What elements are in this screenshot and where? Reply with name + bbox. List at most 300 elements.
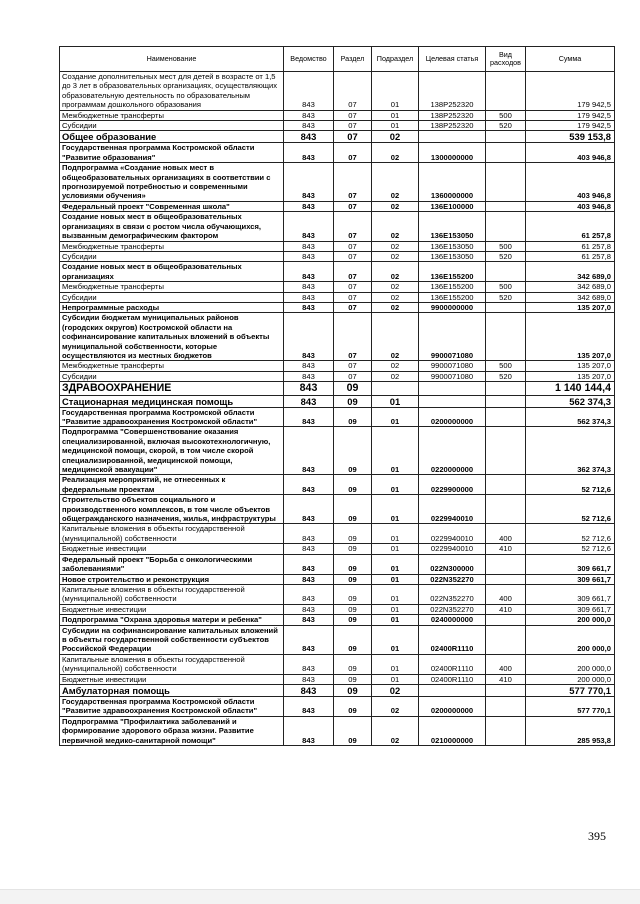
amount-cell: 52 712,6: [526, 495, 615, 524]
name-cell: Создание новых мест в общеобразовательных организациях: [60, 262, 284, 282]
target-article-cell: 02400R1110: [419, 674, 486, 684]
section-cell: 09: [334, 574, 372, 584]
expense-type-cell: [486, 554, 526, 574]
amount-cell: 200 000,0: [526, 654, 615, 674]
amount-cell: 52 712,6: [526, 544, 615, 554]
target-article-cell: 136E155200: [419, 262, 486, 282]
subsection-cell: 02: [372, 212, 419, 241]
header-name: Наименование: [60, 47, 284, 72]
section-cell: 07: [334, 72, 372, 111]
target-article-cell: 022N352270: [419, 604, 486, 614]
expense-type-cell: [486, 163, 526, 202]
section-cell: 09: [334, 475, 372, 495]
subsection-cell: 02: [372, 241, 419, 251]
table-row: [60, 604, 615, 614]
target-article-cell: 138P252320: [419, 72, 486, 111]
department-cell: 843: [284, 427, 334, 475]
section-cell: 07: [334, 262, 372, 282]
expense-type-cell: [486, 72, 526, 111]
target-article-cell: 136E153050: [419, 212, 486, 241]
name-cell: Межбюджетные трансферты: [60, 241, 284, 251]
amount-cell: 61 257,8: [526, 212, 615, 241]
table-row: [60, 163, 615, 202]
table-row: [60, 625, 615, 654]
subsection-cell: 01: [372, 674, 419, 684]
department-cell: 843: [284, 544, 334, 554]
expense-type-cell: [486, 201, 526, 211]
target-article-cell: 0229940010: [419, 495, 486, 524]
header-department: Ведомство: [284, 47, 334, 72]
table-row: [60, 674, 615, 684]
table-row: [60, 544, 615, 554]
target-article-cell: 136E155200: [419, 292, 486, 302]
amount-cell: 342 689,0: [526, 282, 615, 292]
name-cell: Государственная программа Костромской области "Развитие здравоохранения Костромской области": [60, 696, 284, 716]
subsection-cell: 02: [372, 163, 419, 202]
table-row: [60, 407, 615, 427]
department-cell: 843: [284, 302, 334, 312]
subsection-cell: 02: [372, 131, 419, 143]
amount-cell: 179 942,5: [526, 121, 615, 131]
header-expense-type: Вид расходов: [486, 47, 526, 72]
subsection-cell: 01: [372, 544, 419, 554]
name-cell: Субсидии: [60, 121, 284, 131]
subsection-cell: 01: [372, 475, 419, 495]
target-article-cell: 136E155200: [419, 282, 486, 292]
section-cell: 07: [334, 371, 372, 381]
section-cell: 07: [334, 282, 372, 292]
department-cell: 843: [284, 407, 334, 427]
amount-cell: 52 712,6: [526, 524, 615, 544]
amount-cell: 362 374,3: [526, 427, 615, 475]
document-page: [59, 46, 614, 746]
section-cell: 07: [334, 121, 372, 131]
table-row: [60, 615, 615, 625]
expense-type-cell: 500: [486, 110, 526, 120]
department-cell: 843: [284, 361, 334, 371]
amount-cell: 1 140 144,4: [526, 382, 615, 395]
budget-table: [59, 46, 615, 746]
name-cell: Субсидии: [60, 251, 284, 261]
name-cell: Федеральный проект "Современная школа": [60, 201, 284, 211]
table-header-row: [60, 47, 615, 72]
amount-cell: 577 770,1: [526, 684, 615, 696]
page-number: 395: [588, 829, 606, 843]
subsection-cell: 02: [372, 282, 419, 292]
name-cell: Капитальные вложения в объекты государственной (муниципальной) собственности: [60, 654, 284, 674]
section-cell: 07: [334, 292, 372, 302]
name-cell: Федеральный проект "Борьба с онкологическими заболеваниями": [60, 554, 284, 574]
section-cell: 09: [334, 604, 372, 614]
department-cell: 843: [284, 716, 334, 745]
name-cell: Государственная программа Костромской области "Развитие образования": [60, 143, 284, 163]
target-article-cell: 02400R1110: [419, 625, 486, 654]
expense-type-cell: 500: [486, 241, 526, 251]
name-cell: Субсидии: [60, 371, 284, 381]
section-cell: 07: [334, 313, 372, 361]
section-cell: 09: [334, 654, 372, 674]
section-cell: 07: [334, 143, 372, 163]
amount-cell: 61 257,8: [526, 241, 615, 251]
section-cell: 07: [334, 361, 372, 371]
department-cell: 843: [284, 241, 334, 251]
section-cell: 09: [334, 524, 372, 544]
name-cell: Бюджетные инвестиции: [60, 544, 284, 554]
subsection-cell: 01: [372, 407, 419, 427]
amount-cell: 135 207,0: [526, 371, 615, 381]
name-cell: Субсидии бюджетам муниципальных районов (городских округов) Костромской области на софинансирование капитальных вложений в объекты муниципальной собственности, которые осуществляются из местных бюджетов: [60, 313, 284, 361]
table-row: [60, 251, 615, 261]
expense-type-cell: [486, 212, 526, 241]
department-cell: 843: [284, 524, 334, 544]
name-cell: Бюджетные инвестиции: [60, 674, 284, 684]
table-row: [60, 654, 615, 674]
section-cell: 09: [334, 584, 372, 604]
name-cell: Бюджетные инвестиции: [60, 604, 284, 614]
amount-cell: 135 207,0: [526, 361, 615, 371]
subsection-cell: 01: [372, 604, 419, 614]
department-cell: 843: [284, 674, 334, 684]
subsection-cell: 01: [372, 625, 419, 654]
section-cell: 09: [334, 395, 372, 407]
section-cell: 09: [334, 684, 372, 696]
subsection-cell: 01: [372, 121, 419, 131]
table-row: [60, 371, 615, 381]
target-article-cell: 0229940010: [419, 524, 486, 544]
name-cell: Создание новых мест в общеобразовательных организациях в связи с ростом числа обучающихся, вызванным демографическим фактором: [60, 212, 284, 241]
amount-cell: 403 946,8: [526, 163, 615, 202]
department-cell: 843: [284, 654, 334, 674]
target-article-cell: 0240000000: [419, 615, 486, 625]
section-cell: 09: [334, 615, 372, 625]
expense-type-cell: 520: [486, 121, 526, 131]
expense-type-cell: 520: [486, 292, 526, 302]
department-cell: 843: [284, 163, 334, 202]
table-row: [60, 574, 615, 584]
department-cell: 843: [284, 262, 334, 282]
subsection-cell: 01: [372, 554, 419, 574]
expense-type-cell: [486, 262, 526, 282]
expense-type-cell: [486, 395, 526, 407]
amount-cell: 200 000,0: [526, 674, 615, 684]
table-row: [60, 475, 615, 495]
department-cell: 843: [284, 382, 334, 395]
amount-cell: 562 374,3: [526, 407, 615, 427]
department-cell: 843: [284, 604, 334, 614]
section-cell: 09: [334, 674, 372, 684]
department-cell: 843: [284, 371, 334, 381]
table-row: [60, 361, 615, 371]
department-cell: 843: [284, 495, 334, 524]
table-row: [60, 72, 615, 111]
table-row: [60, 110, 615, 120]
target-article-cell: 136E100000: [419, 201, 486, 211]
department-cell: 843: [284, 574, 334, 584]
amount-cell: 61 257,8: [526, 251, 615, 261]
section-cell: 07: [334, 131, 372, 143]
subsection-cell: 02: [372, 201, 419, 211]
name-cell: Стационарная медицинская помощь: [60, 395, 284, 407]
expense-type-cell: [486, 143, 526, 163]
expense-type-cell: 500: [486, 361, 526, 371]
subsection-cell: 02: [372, 302, 419, 312]
table-row: [60, 427, 615, 475]
expense-type-cell: 500: [486, 282, 526, 292]
department-cell: 843: [284, 584, 334, 604]
expense-type-cell: [486, 495, 526, 524]
target-article-cell: 138P252320: [419, 110, 486, 120]
header-target-article: Целевая статья: [419, 47, 486, 72]
header-amount: Сумма: [526, 47, 615, 72]
expense-type-cell: 410: [486, 544, 526, 554]
amount-cell: 309 661,7: [526, 584, 615, 604]
expense-type-cell: [486, 131, 526, 143]
name-cell: Реализация мероприятий, не отнесенных к федеральным проектам: [60, 475, 284, 495]
target-article-cell: 136E153050: [419, 241, 486, 251]
table-row: [60, 241, 615, 251]
section-cell: 07: [334, 302, 372, 312]
expense-type-cell: [486, 475, 526, 495]
subsection-cell: 01: [372, 615, 419, 625]
expense-type-cell: 400: [486, 584, 526, 604]
section-cell: 09: [334, 625, 372, 654]
name-cell: Строительство объектов социального и производственного комплексов, в том числе объектов общегражданского назначения, жилья, инфраструктуры: [60, 495, 284, 524]
expense-type-cell: 410: [486, 604, 526, 614]
department-cell: 843: [284, 313, 334, 361]
section-cell: 07: [334, 163, 372, 202]
amount-cell: 342 689,0: [526, 292, 615, 302]
amount-cell: 309 661,7: [526, 554, 615, 574]
subsection-cell: 01: [372, 495, 419, 524]
target-article-cell: 0200000000: [419, 407, 486, 427]
subsection-cell: 02: [372, 361, 419, 371]
amount-cell: 403 946,8: [526, 143, 615, 163]
target-article-cell: 0210000000: [419, 716, 486, 745]
expense-type-cell: [486, 615, 526, 625]
section-cell: 07: [334, 201, 372, 211]
subsection-cell: 02: [372, 143, 419, 163]
table-body: [60, 72, 615, 746]
expense-type-cell: [486, 684, 526, 696]
department-cell: 843: [284, 121, 334, 131]
name-cell: Межбюджетные трансферты: [60, 361, 284, 371]
subsection-cell: [372, 382, 419, 395]
table-row: [60, 382, 615, 395]
subsection-cell: 02: [372, 292, 419, 302]
table-row: [60, 395, 615, 407]
expense-type-cell: 410: [486, 674, 526, 684]
department-cell: 843: [284, 684, 334, 696]
name-cell: Непрограммные расходы: [60, 302, 284, 312]
name-cell: Межбюджетные трансферты: [60, 110, 284, 120]
target-article-cell: 9900071080: [419, 371, 486, 381]
name-cell: Подпрограмма «Создание новых мест в общеобразовательных организациях в соответствии с прогнозируемой потребностью и современными условиями обучения»: [60, 163, 284, 202]
subsection-cell: 01: [372, 654, 419, 674]
name-cell: Новое строительство и реконструкция: [60, 574, 284, 584]
expense-type-cell: [486, 407, 526, 427]
table-row: [60, 554, 615, 574]
table-row: [60, 282, 615, 292]
amount-cell: 200 000,0: [526, 625, 615, 654]
amount-cell: 562 374,3: [526, 395, 615, 407]
expense-type-cell: 400: [486, 524, 526, 544]
section-cell: 09: [334, 427, 372, 475]
subsection-cell: 02: [372, 313, 419, 361]
subsection-cell: 01: [372, 72, 419, 111]
department-cell: 843: [284, 395, 334, 407]
table-row: [60, 696, 615, 716]
department-cell: 843: [284, 696, 334, 716]
bottom-strip: [0, 889, 640, 904]
department-cell: 843: [284, 251, 334, 261]
subsection-cell: 02: [372, 696, 419, 716]
amount-cell: 309 661,7: [526, 604, 615, 614]
table-row: [60, 292, 615, 302]
table-row: [60, 131, 615, 143]
subsection-cell: 01: [372, 427, 419, 475]
amount-cell: 135 207,0: [526, 302, 615, 312]
subsection-cell: 01: [372, 110, 419, 120]
target-article-cell: [419, 131, 486, 143]
subsection-cell: 02: [372, 262, 419, 282]
name-cell: Подпрограмма "Профилактика заболеваний и формирование здорового образа жизни. Развитие первичной медико-санитарной помощи": [60, 716, 284, 745]
department-cell: 843: [284, 72, 334, 111]
name-cell: Амбулаторная помощь: [60, 684, 284, 696]
section-cell: 09: [334, 696, 372, 716]
amount-cell: 403 946,8: [526, 201, 615, 211]
section-cell: 07: [334, 241, 372, 251]
target-article-cell: 9900000000: [419, 302, 486, 312]
name-cell: ЗДРАВООХРАНЕНИЕ: [60, 382, 284, 395]
header-section: Раздел: [334, 47, 372, 72]
table-row: [60, 143, 615, 163]
table-row: [60, 262, 615, 282]
table-row: [60, 524, 615, 544]
section-cell: 07: [334, 251, 372, 261]
expense-type-cell: 400: [486, 654, 526, 674]
table-row: [60, 684, 615, 696]
department-cell: 843: [284, 615, 334, 625]
amount-cell: 179 942,5: [526, 110, 615, 120]
amount-cell: 200 000,0: [526, 615, 615, 625]
amount-cell: 577 770,1: [526, 696, 615, 716]
department-cell: 843: [284, 143, 334, 163]
target-article-cell: 1300000000: [419, 143, 486, 163]
expense-type-cell: [486, 427, 526, 475]
name-cell: Подпрограмма "Охрана здоровья матери и ребенка": [60, 615, 284, 625]
department-cell: 843: [284, 201, 334, 211]
amount-cell: 342 689,0: [526, 262, 615, 282]
department-cell: 843: [284, 475, 334, 495]
table-row: [60, 716, 615, 745]
table-row: [60, 495, 615, 524]
target-article-cell: 9900071080: [419, 361, 486, 371]
expense-type-cell: 520: [486, 251, 526, 261]
department-cell: 843: [284, 110, 334, 120]
table-row: [60, 121, 615, 131]
section-cell: 07: [334, 212, 372, 241]
section-cell: 09: [334, 382, 372, 395]
subsection-cell: 01: [372, 584, 419, 604]
subsection-cell: 02: [372, 684, 419, 696]
amount-cell: 539 153,8: [526, 131, 615, 143]
target-article-cell: 1360000000: [419, 163, 486, 202]
section-cell: 09: [334, 544, 372, 554]
amount-cell: 179 942,5: [526, 72, 615, 111]
target-article-cell: [419, 395, 486, 407]
name-cell: Государственная программа Костромской области "Развитие здравоохранения Костромской области": [60, 407, 284, 427]
name-cell: Создание дополнительных мест для детей в возрасте от 1,5 до 3 лет в образовательных организациях, осуществляющих образовательную деятельность по образовательным программам дошкольного образования: [60, 72, 284, 111]
expense-type-cell: [486, 313, 526, 361]
target-article-cell: 136E153050: [419, 251, 486, 261]
department-cell: 843: [284, 212, 334, 241]
expense-type-cell: 520: [486, 371, 526, 381]
table-row: [60, 584, 615, 604]
target-article-cell: [419, 684, 486, 696]
table-row: [60, 212, 615, 241]
expense-type-cell: [486, 382, 526, 395]
table-row: [60, 313, 615, 361]
expense-type-cell: [486, 574, 526, 584]
target-article-cell: 0220000000: [419, 427, 486, 475]
subsection-cell: 02: [372, 716, 419, 745]
name-cell: Общее образование: [60, 131, 284, 143]
amount-cell: 309 661,7: [526, 574, 615, 584]
expense-type-cell: [486, 716, 526, 745]
amount-cell: 285 953,8: [526, 716, 615, 745]
target-article-cell: 9900071080: [419, 313, 486, 361]
department-cell: 843: [284, 131, 334, 143]
target-article-cell: 022N352270: [419, 584, 486, 604]
target-article-cell: 0200000000: [419, 696, 486, 716]
section-cell: 09: [334, 716, 372, 745]
subsection-cell: 02: [372, 371, 419, 381]
expense-type-cell: [486, 625, 526, 654]
subsection-cell: 01: [372, 524, 419, 544]
expense-type-cell: [486, 302, 526, 312]
name-cell: Капитальные вложения в объекты государственной (муниципальной) собственности: [60, 584, 284, 604]
target-article-cell: 0229900000: [419, 475, 486, 495]
amount-cell: 135 207,0: [526, 313, 615, 361]
expense-type-cell: [486, 696, 526, 716]
section-cell: 07: [334, 110, 372, 120]
target-article-cell: 02400R1110: [419, 654, 486, 674]
section-cell: 09: [334, 495, 372, 524]
subsection-cell: 02: [372, 251, 419, 261]
department-cell: 843: [284, 282, 334, 292]
table-row: [60, 201, 615, 211]
target-article-cell: 022N300000: [419, 554, 486, 574]
target-article-cell: [419, 382, 486, 395]
amount-cell: 52 712,6: [526, 475, 615, 495]
name-cell: Капитальные вложения в объекты государственной (муниципальной) собственности: [60, 524, 284, 544]
target-article-cell: 0229940010: [419, 544, 486, 554]
name-cell: Подпрограмма "Совершенствование оказания специализированной, включая высокотехнологичную, медицинской помощи, скорой, в том числе скорой специализированной, медицинской помощи, медицинской эвакуации": [60, 427, 284, 475]
target-article-cell: 022N352270: [419, 574, 486, 584]
name-cell: Межбюджетные трансферты: [60, 282, 284, 292]
section-cell: 09: [334, 554, 372, 574]
department-cell: 843: [284, 292, 334, 302]
department-cell: 843: [284, 554, 334, 574]
subsection-cell: 01: [372, 574, 419, 584]
department-cell: 843: [284, 625, 334, 654]
header-subsection: Подраздел: [372, 47, 419, 72]
section-cell: 09: [334, 407, 372, 427]
name-cell: Субсидии на софинансирование капитальных вложений в объекты государственной собственности субъектов Российской Федерации: [60, 625, 284, 654]
table-row: [60, 302, 615, 312]
subsection-cell: 01: [372, 395, 419, 407]
target-article-cell: 138P252320: [419, 121, 486, 131]
